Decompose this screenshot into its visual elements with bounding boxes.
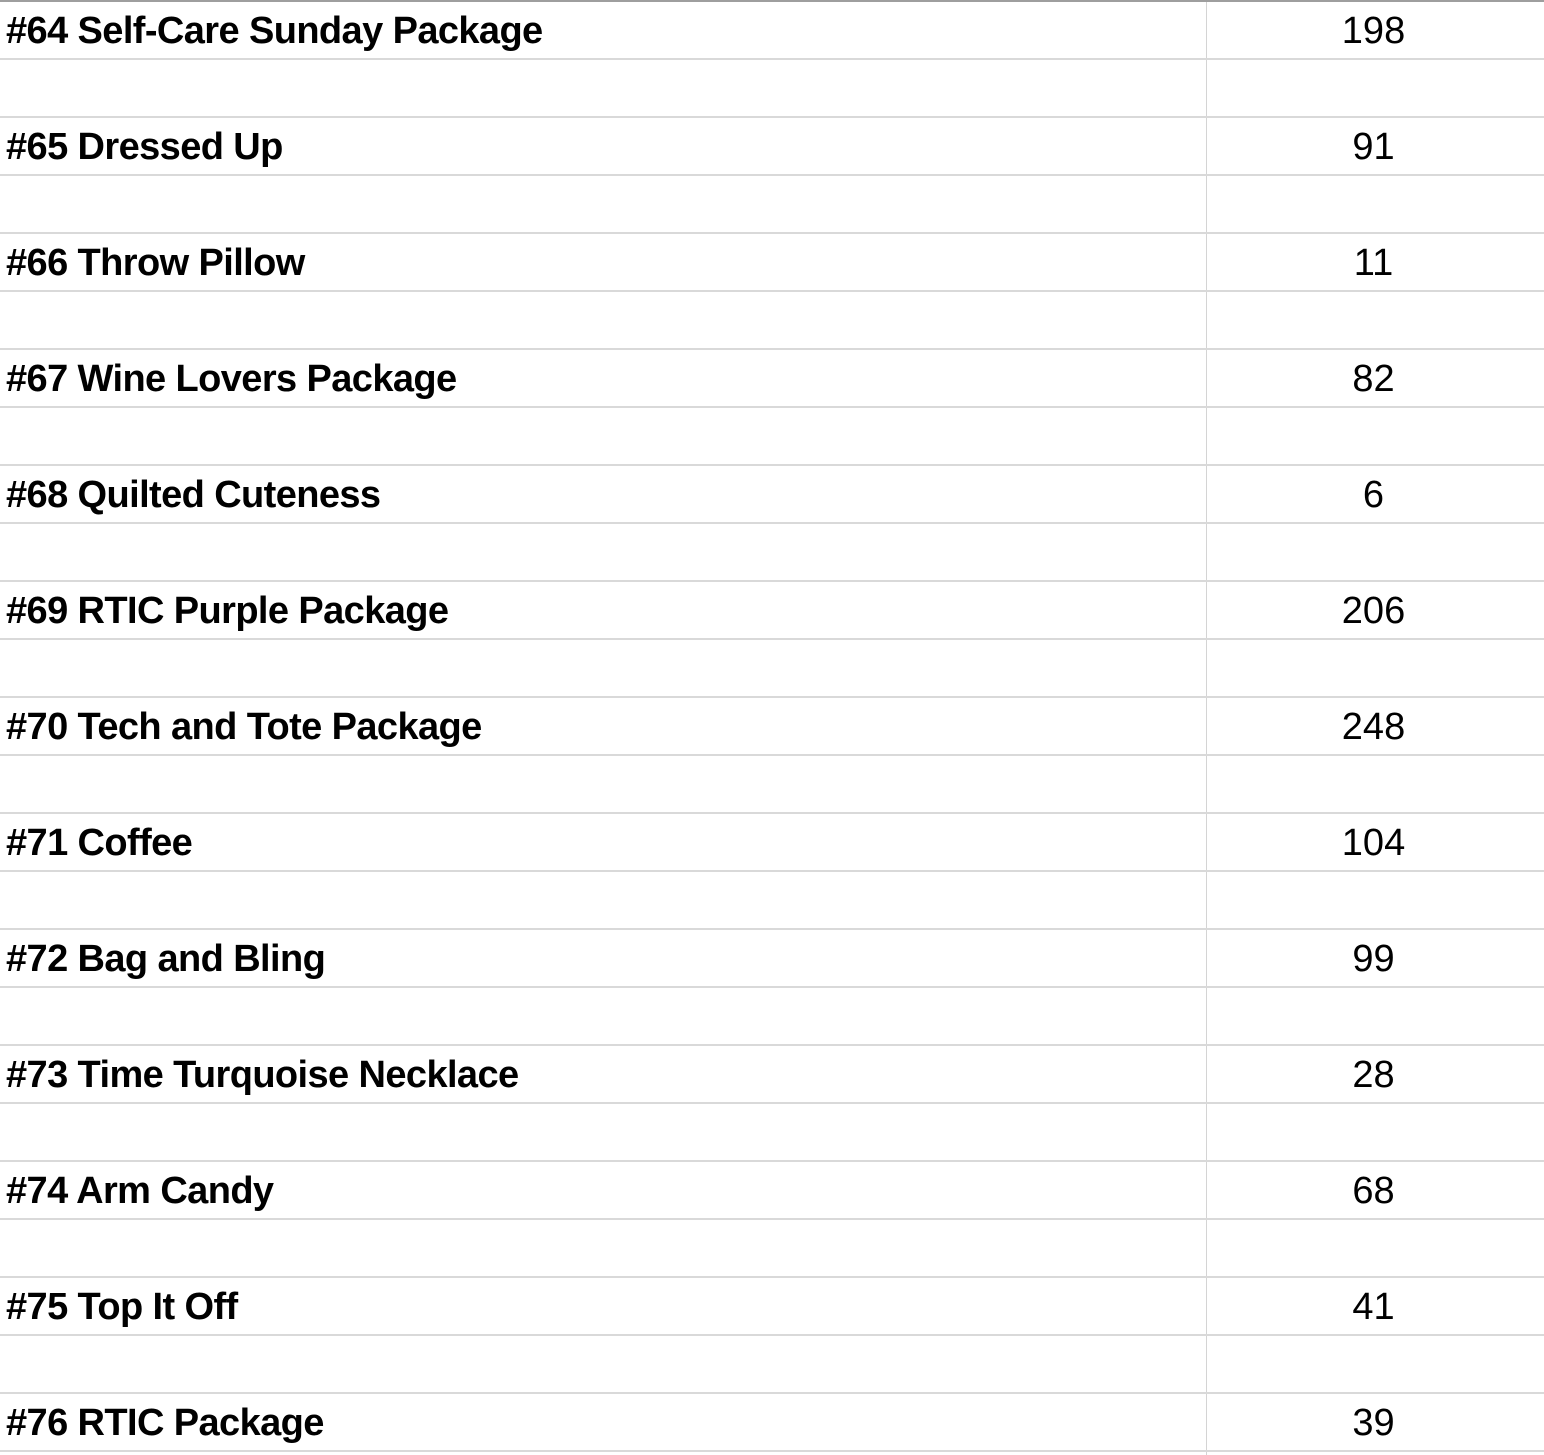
- item-count-cell[interactable]: [1207, 1220, 1544, 1276]
- item-count-cell[interactable]: 82: [1352, 358, 1395, 400]
- item-count-cell[interactable]: 6: [1362, 474, 1385, 516]
- item-count-cell[interactable]: 41: [1352, 1286, 1395, 1328]
- item-count-cell[interactable]: [1207, 640, 1544, 696]
- item-count-cell[interactable]: [1207, 988, 1544, 1044]
- table-row[interactable]: [0, 582, 1544, 640]
- item-name-cell[interactable]: #66 Throw Pillow: [6, 242, 305, 284]
- table-row[interactable]: [0, 930, 1544, 988]
- item-name-cell[interactable]: #72 Bag and Bling: [6, 938, 326, 980]
- table-row[interactable]: [0, 814, 1544, 872]
- item-count-cell[interactable]: 39: [1352, 1402, 1395, 1444]
- table-row[interactable]: [0, 60, 1544, 118]
- item-count-cell[interactable]: 11: [1353, 242, 1394, 284]
- item-name-cell[interactable]: #68 Quilted Cuteness: [6, 474, 381, 516]
- item-count-cell[interactable]: [1207, 408, 1544, 464]
- item-count-cell[interactable]: 99: [1352, 938, 1395, 980]
- item-count-cell[interactable]: 68: [1352, 1170, 1395, 1212]
- item-name-cell[interactable]: #64 Self-Care Sunday Package: [6, 10, 543, 52]
- table-row[interactable]: [0, 408, 1544, 466]
- item-name-cell[interactable]: #65 Dressed Up: [6, 126, 283, 168]
- item-name-cell[interactable]: #76 RTIC Package: [6, 1402, 324, 1444]
- item-count-cell[interactable]: 28: [1352, 1054, 1395, 1096]
- item-count-cell[interactable]: 104: [1341, 822, 1406, 864]
- item-name-cell[interactable]: #67 Wine Lovers Package: [6, 358, 457, 400]
- item-count-cell[interactable]: [1207, 292, 1544, 348]
- table-row[interactable]: [0, 1046, 1544, 1104]
- table-row[interactable]: [0, 466, 1544, 524]
- item-count-cell[interactable]: 248: [1341, 706, 1406, 748]
- item-name-cell[interactable]: #75 Top It Off: [6, 1286, 238, 1328]
- table-row[interactable]: [0, 118, 1544, 176]
- table-row[interactable]: [0, 1162, 1544, 1220]
- table-row[interactable]: [0, 872, 1544, 930]
- table-row[interactable]: [0, 1220, 1544, 1278]
- table-row[interactable]: [0, 1104, 1544, 1162]
- table-row[interactable]: [0, 698, 1544, 756]
- table-row[interactable]: [0, 988, 1544, 1046]
- table-row[interactable]: [0, 2, 1544, 60]
- item-count-cell[interactable]: [1207, 1336, 1544, 1392]
- item-count-cell[interactable]: [1207, 176, 1544, 232]
- table-row[interactable]: [0, 640, 1544, 698]
- item-name-cell[interactable]: #70 Tech and Tote Package: [6, 706, 482, 748]
- table-row[interactable]: [0, 350, 1544, 408]
- table-row[interactable]: [0, 524, 1544, 582]
- item-count-cell[interactable]: 91: [1352, 126, 1395, 168]
- item-count-cell[interactable]: [1207, 872, 1544, 928]
- table-row[interactable]: [0, 234, 1544, 292]
- table-row[interactable]: [0, 176, 1544, 234]
- item-count-cell[interactable]: [1207, 524, 1544, 580]
- table-row[interactable]: [0, 1394, 1544, 1452]
- item-name-cell[interactable]: #74 Arm Candy: [6, 1170, 274, 1212]
- item-count-cell[interactable]: 198: [1341, 10, 1406, 52]
- table-row[interactable]: [0, 292, 1544, 350]
- item-count-cell[interactable]: 206: [1341, 590, 1406, 632]
- table-row[interactable]: [0, 1278, 1544, 1336]
- item-count-cell[interactable]: [1207, 756, 1544, 812]
- item-name-cell[interactable]: #73 Time Turquoise Necklace: [6, 1054, 519, 1096]
- table-row[interactable]: [0, 756, 1544, 814]
- item-name-cell[interactable]: #69 RTIC Purple Package: [6, 590, 449, 632]
- item-count-cell[interactable]: [1207, 1104, 1544, 1160]
- table-row[interactable]: [0, 1336, 1544, 1394]
- item-count-cell[interactable]: [1207, 60, 1544, 116]
- item-name-cell[interactable]: #71 Coffee: [6, 822, 193, 864]
